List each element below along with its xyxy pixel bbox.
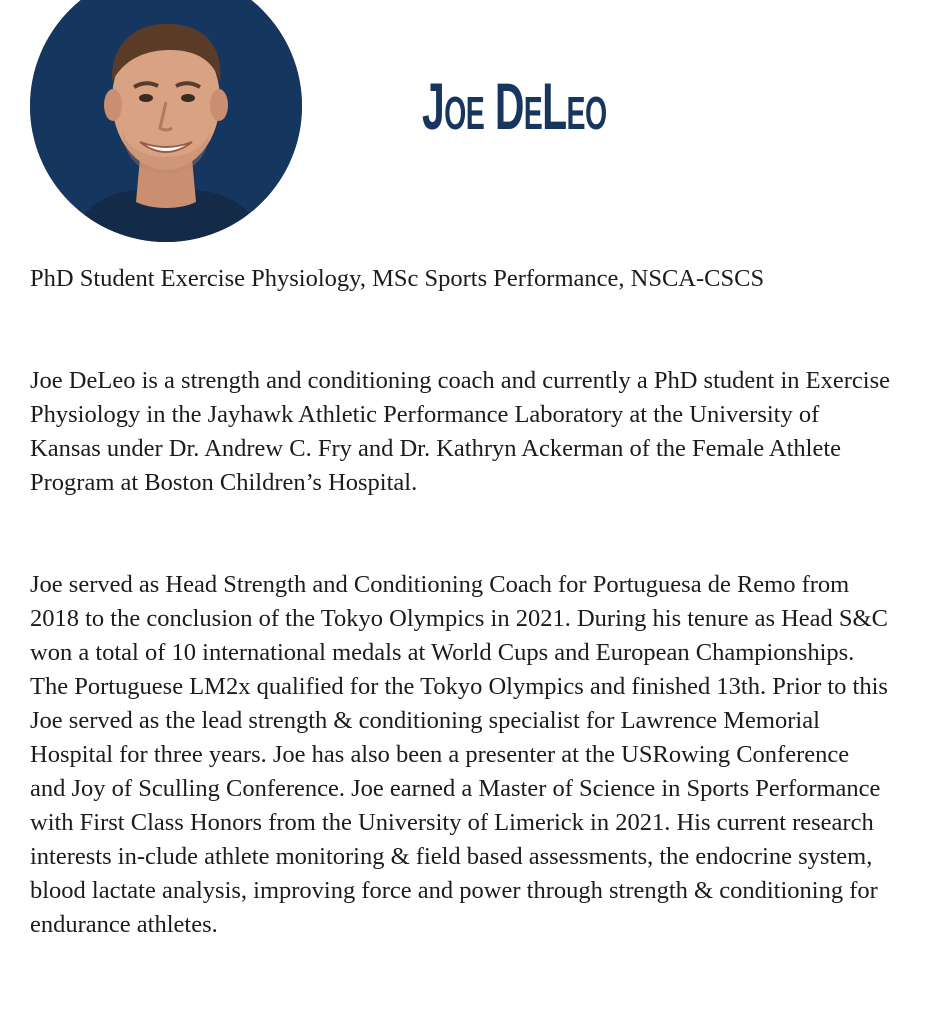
profile-name: Joe DeLeo [422, 69, 607, 143]
avatar [30, 0, 302, 242]
portrait-illustration [30, 0, 302, 242]
bio-paragraph-2: Joe served as Head Strength and Conditioning Coach for Portuguesa de Remo from 2018 to the conclusion of the Tokyo Olympics in 2021. During his tenure as Head S&C won a total of 10 international medals at World Cups and European Championships. The Portuguese LM2x qualified for the Tokyo Olympics and finished 13th. Prior to this Joe served as the lead strength & conditioning specialist for Lawrence Memorial Hospital for three years. Joe has also been a presenter at the USRowing Conference and Joy of Sculling Conference. Joe earned a Master of Science in Sports Performance with First Class Honors from the University of Limerick in 2021. His current research interests in-clude athlete monitoring & field based assessments, the endocrine system, blood lactate analysis, improving force and power through strength & conditioning for endurance athletes. [30, 571, 888, 938]
credentials-line: PhD Student Exercise Physiology, MSc Sports Performance, NSCA-CSCS [30, 265, 765, 292]
bio-paragraph-1: Joe DeLeo is a strength and conditioning coach and currently a PhD student in Exercise Physiology in the Jayhawk Athletic Performance Laboratory at the University of Kansas under Dr. Andrew C. Fry and Dr. Kathryn Ackerman of the Female Athlete Program at Boston Children’s Hospital. [30, 367, 890, 496]
